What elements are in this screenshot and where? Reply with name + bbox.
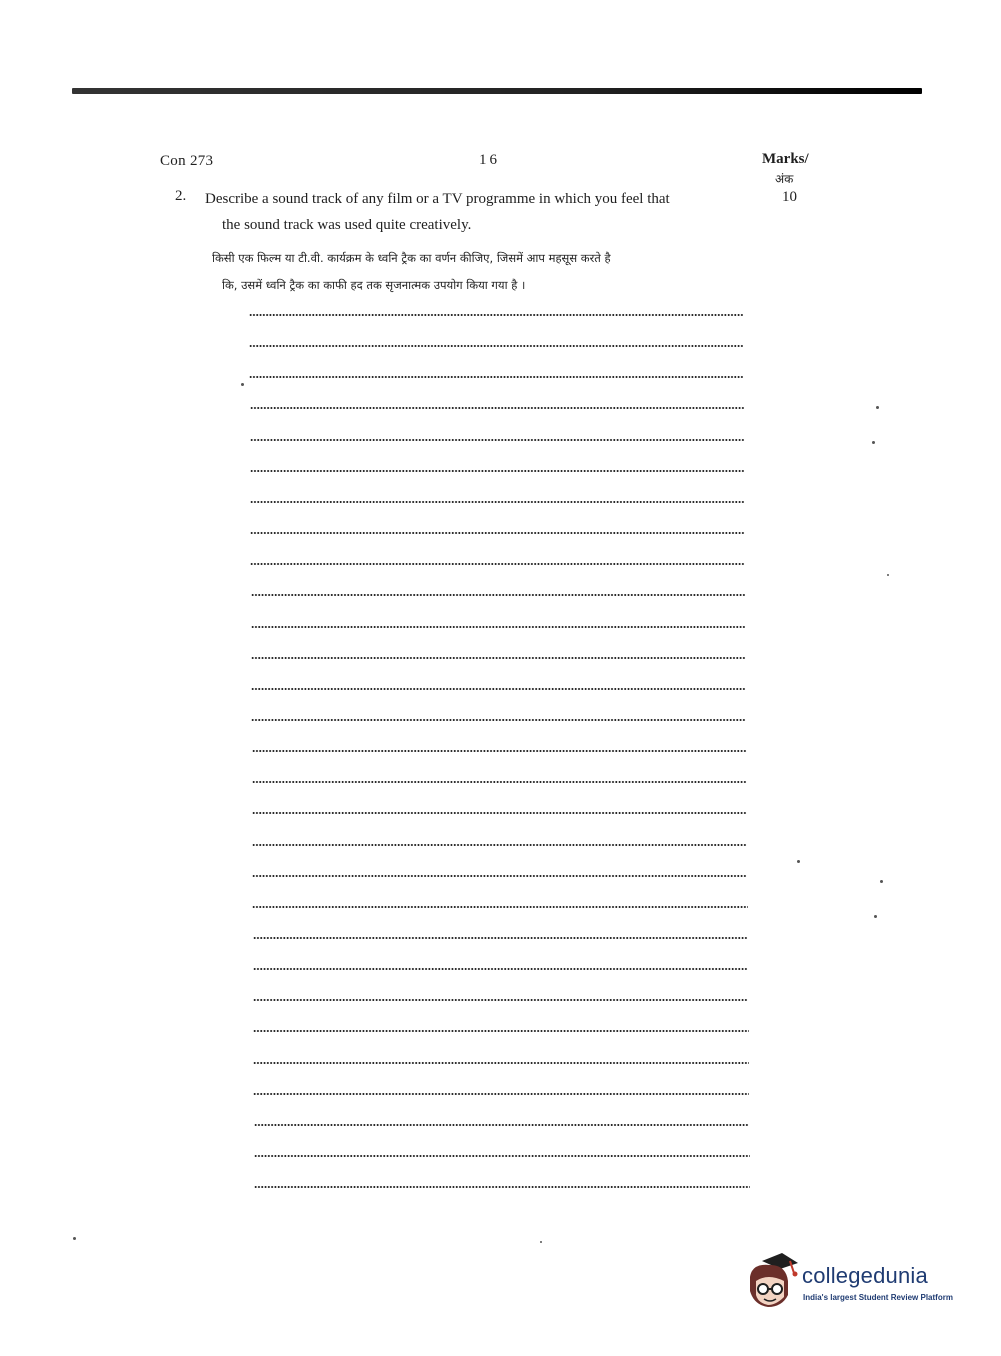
answer-line[interactable] (250, 470, 744, 472)
answer-line[interactable] (249, 376, 743, 378)
answer-line[interactable] (251, 688, 746, 690)
mascot-logo-icon (742, 1251, 802, 1321)
answer-line[interactable] (249, 345, 743, 347)
answer-line[interactable] (251, 657, 746, 659)
answer-line[interactable] (253, 999, 749, 1001)
marks-label: Marks/ (762, 151, 809, 167)
answer-line[interactable] (252, 781, 747, 783)
scan-speck (887, 574, 889, 576)
watermark-brand: collegedunia (802, 1263, 928, 1288)
paper-code: Con 273 (160, 153, 214, 169)
answer-line[interactable] (250, 439, 744, 441)
scan-speck (874, 915, 877, 918)
question-text-hindi-line-2: कि, उसमें ध्वनि ट्रैक का काफी हद तक सृजनात्मक उपयोग किया गया है । (222, 278, 526, 292)
answer-line[interactable] (249, 314, 743, 316)
scan-speck (241, 383, 244, 386)
collegedunia-watermark (742, 1251, 972, 1321)
answer-line[interactable] (251, 626, 746, 628)
question-marks: 10 (782, 189, 797, 205)
answer-line[interactable] (251, 719, 746, 721)
question-text-english-line-1: Describe a sound track of any film or a TV programme in which you feel that (205, 191, 670, 207)
answer-line[interactable] (253, 937, 748, 939)
question-text-hindi-line-1: किसी एक फिल्म या टी.वी. कार्यक्रम के ध्वनि ट्रैक का वर्णन कीजिए, जिसमें आप महसूस करते है (212, 251, 611, 265)
answer-line[interactable] (252, 750, 747, 752)
page-number: 16 (479, 152, 500, 168)
answer-line[interactable] (252, 875, 747, 877)
answer-line[interactable] (251, 594, 746, 596)
marks-label-hindi: अंक (775, 172, 794, 186)
answer-line[interactable] (253, 1062, 749, 1064)
watermark-tagline: India's largest Student Review Platform (803, 1293, 953, 1302)
answer-line[interactable] (250, 563, 745, 565)
answer-line[interactable] (254, 1155, 750, 1157)
scan-speck (540, 1241, 542, 1243)
answer-line[interactable] (250, 532, 745, 534)
answer-line[interactable] (253, 968, 749, 970)
answer-line[interactable] (252, 844, 747, 846)
question-text-english-line-2: the sound track was used quite creatively. (222, 217, 472, 233)
answer-line[interactable] (252, 812, 747, 814)
scan-speck (872, 441, 875, 444)
scan-speck (876, 406, 879, 409)
scan-speck (880, 880, 883, 883)
answer-line[interactable] (252, 906, 747, 908)
answer-line[interactable] (254, 1186, 750, 1188)
answer-line[interactable] (250, 501, 744, 503)
answer-line[interactable] (254, 1124, 750, 1126)
answer-line[interactable] (250, 407, 744, 409)
question-number: 2. (175, 188, 187, 204)
answer-line[interactable] (253, 1030, 749, 1032)
scan-speck (797, 860, 800, 863)
scan-speck (73, 1237, 76, 1240)
answer-line[interactable] (253, 1093, 749, 1095)
